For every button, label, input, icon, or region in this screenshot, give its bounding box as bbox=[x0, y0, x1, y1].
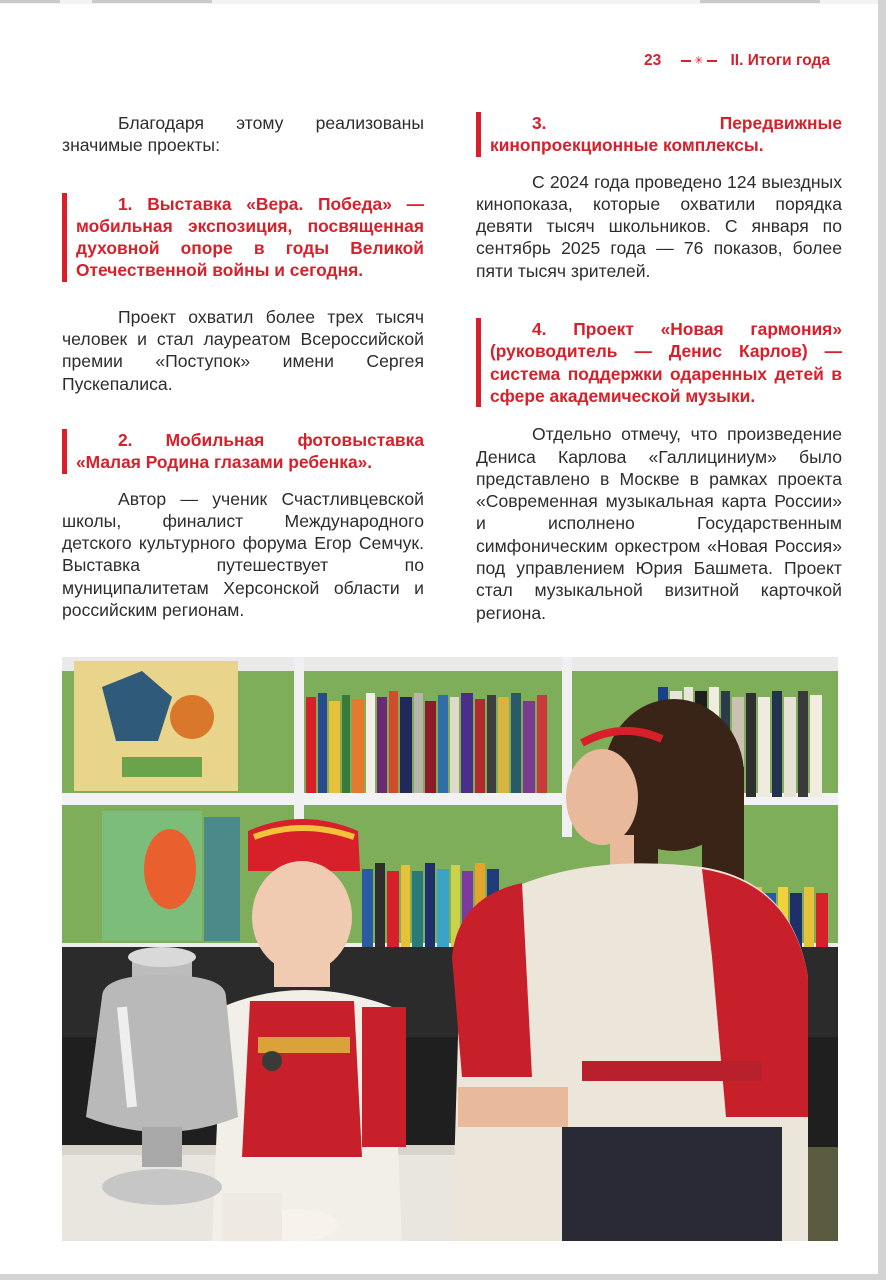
accent-bar bbox=[62, 193, 67, 282]
photo-illustration bbox=[62, 657, 838, 1241]
right-column bbox=[476, 112, 842, 624]
project2-heading-block bbox=[62, 429, 424, 474]
project2-title: 2. Мобильная фотовыставка «Малая Родина глазами ребенка». bbox=[76, 429, 424, 473]
intro-paragraph: Благодаря этому реализованы значимые проекты: bbox=[62, 113, 424, 156]
project4-text: Отдельно отмечу, что произведение Дениса Карлова «Галлициниум» было представлено в Москве в рамках проекта «Современная музыкальная карта России» и исполнено Государственным симфоническим оркестром «Новая Россия» под управлением Юрия Башмета. Проект стал музыкальной визитной карточкой региона. bbox=[476, 424, 842, 623]
page-number: 23 bbox=[644, 52, 662, 69]
page-bottom-shadow bbox=[0, 1274, 886, 1280]
project1-heading-block bbox=[62, 193, 424, 282]
accent-bar bbox=[476, 318, 481, 407]
section-title: II. Итоги года bbox=[730, 52, 830, 69]
project3-heading-block bbox=[476, 112, 842, 157]
page-edge-shadow bbox=[878, 0, 886, 1280]
photo-teacher-and-girl-in-folk-costumes bbox=[62, 657, 838, 1241]
accent-bar bbox=[62, 429, 67, 474]
header-divider bbox=[681, 56, 716, 67]
project2-text: Автор — ученик Счастливцевской школы, финалист Международного детского культурного форума Егор Семчук. Выставка путешествует по муниципалитетам Херсонской области и российским регионам. bbox=[62, 488, 424, 621]
project4-title: 4. Проект «Новая гармония» (руководитель — Денис Карлов) — система поддержки одаренных детей в сфере академической музыки. bbox=[490, 319, 842, 406]
asterisk-icon: ✳ bbox=[694, 54, 704, 67]
left-column bbox=[62, 112, 424, 621]
project1-title: 1. Выставка «Вера. Победа» — мобильная экспозиция, посвященная духовной опоре в годы Великой Отечественной войны и сегодня. bbox=[76, 193, 424, 281]
top-edge-strip bbox=[0, 0, 878, 4]
project3-text: С 2024 года проведено 124 выездных кинопоказа, которые охватили порядка девяти тысяч школьников. С января по сентябрь 2025 года — 76 показов, более пяти тысяч зрителей. bbox=[476, 171, 842, 281]
project4-heading-block bbox=[476, 318, 842, 407]
project3-title: 3. Передвижные кинопроекционные комплексы. bbox=[490, 113, 842, 156]
accent-bar bbox=[476, 112, 481, 157]
running-header bbox=[644, 52, 830, 70]
project1-text: Проект охватил более трех тысяч человек и стал лауреатом Всероссийской премии «Поступок» имени Сергея Пускепалиса. bbox=[62, 306, 424, 394]
